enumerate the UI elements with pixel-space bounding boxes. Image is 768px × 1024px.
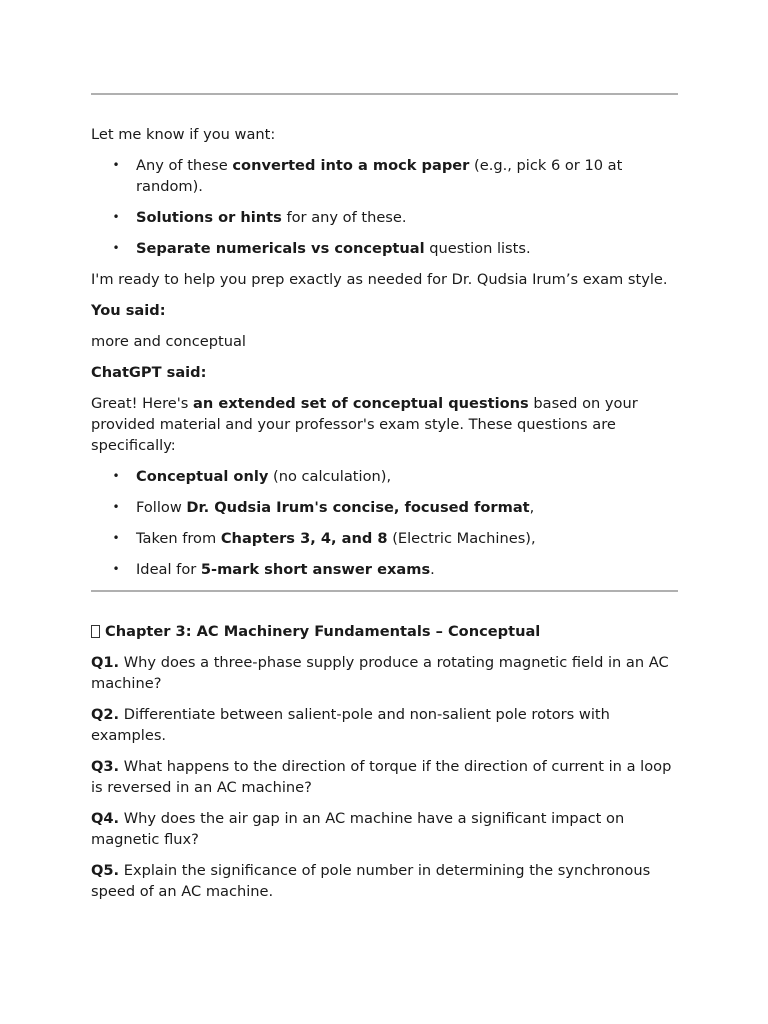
criteria-emphasis: Dr. Qudsia Irum's concise, focused format xyxy=(186,499,530,516)
criteria-emphasis: 5-mark short answer exams xyxy=(200,561,431,578)
question-item xyxy=(91,756,678,798)
user-message: more and conceptual xyxy=(91,333,246,350)
bullet-icon: • xyxy=(112,241,120,255)
chapter-heading: Chapter 3: AC Machinery Fundamentals – Conceptual xyxy=(91,621,678,642)
top-divider xyxy=(91,93,678,95)
option-item: • Separate numericals vs conceptual question lists. xyxy=(112,240,531,257)
criteria-emphasis: Chapters 3, 4, and 8 xyxy=(220,530,388,547)
question-item xyxy=(91,652,678,694)
question-number: Q4. xyxy=(91,810,120,827)
criteria-item: • Taken from Chapters 3, 4, and 8 (Electric Machines), xyxy=(112,530,536,547)
question-item xyxy=(91,704,678,746)
intro-text: Let me know if you want: xyxy=(91,126,276,143)
assistant-response: Great! Here's an extended set of conceptual questions based on your provided material and your professor's exam style. These questions are specifically: xyxy=(91,395,638,454)
options-list xyxy=(91,155,678,259)
option-item: • Solutions or hints for any of these. xyxy=(112,209,407,226)
bullet-icon: • xyxy=(112,158,120,172)
criteria-list xyxy=(91,466,678,580)
response-emphasis: an extended set of conceptual questions xyxy=(193,395,529,412)
question-number: Q5. xyxy=(91,862,120,879)
option-emphasis: Separate numericals vs conceptual xyxy=(136,240,425,257)
option-emphasis: Solutions or hints xyxy=(136,209,282,226)
criteria-item: • Conceptual only (no calculation), xyxy=(112,468,392,485)
bullet-icon: • xyxy=(112,562,120,576)
question-number: Q2. xyxy=(91,706,120,723)
assistant-label: ChatGPT said: xyxy=(91,364,207,381)
option-item: • Any of these converted into a mock paper (e.g., pick 6 or 10 at random). xyxy=(112,157,623,195)
criteria-emphasis: Conceptual only xyxy=(136,468,269,485)
question-number: Q1. xyxy=(91,654,120,671)
section-divider xyxy=(91,590,678,592)
document-content xyxy=(91,93,678,912)
bullet-icon: • xyxy=(112,531,120,545)
question-text: Why does the air gap in an AC machine have a significant impact on magnetic flux? xyxy=(91,810,625,848)
question-text: Differentiate between salient-pole and non-salient pole rotors with examples. xyxy=(91,706,610,744)
bullet-icon: • xyxy=(112,210,120,224)
bullet-icon: • xyxy=(112,500,120,514)
question-item xyxy=(91,808,678,850)
user-label: You said: xyxy=(91,302,166,319)
question-text: What happens to the direction of torque if the direction of current in a loop is reversed in an AC machine? xyxy=(91,758,672,796)
ready-text: I'm ready to help you prep exactly as needed for Dr. Qudsia Irum’s exam style. xyxy=(91,271,668,288)
criteria-item: • Ideal for 5-mark short answer exams. xyxy=(112,561,435,578)
criteria-item: • Follow Dr. Qudsia Irum's concise, focused format, xyxy=(112,499,535,516)
option-emphasis: converted into a mock paper xyxy=(232,157,470,174)
question-item xyxy=(91,860,678,902)
question-text: Why does a three-phase supply produce a rotating magnetic field in an AC machine? xyxy=(91,654,669,692)
missing-glyph-icon xyxy=(91,625,100,638)
question-text: Explain the significance of pole number in determining the synchronous speed of an AC machine. xyxy=(91,862,651,900)
bullet-icon: • xyxy=(112,469,120,483)
question-number: Q3. xyxy=(91,758,120,775)
